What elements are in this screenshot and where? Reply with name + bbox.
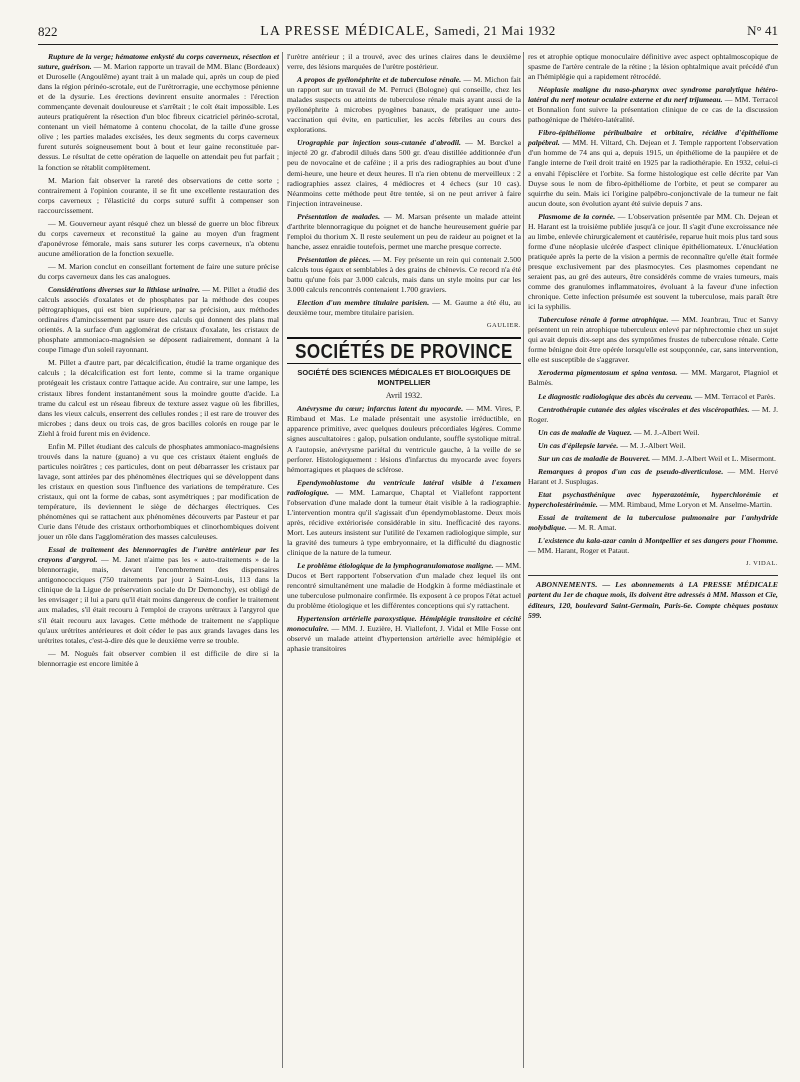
article-heading: Présentation de malades. xyxy=(297,211,381,221)
article-body: res et atrophie optique monoculaire définitive avec aspect ophtalmoscopique de spasme de l'artère centrale de la rétine ; la lésion ophtalmique avait précédé d'un an l'hémiplégie qui a rapidement rétrocédé. xyxy=(528,52,778,82)
session-date: Avril 1932. xyxy=(385,391,423,401)
signature-gaulier: GAULIER. xyxy=(486,322,521,330)
article-body: — M. Marion conclut en conseillant fortement de faire une suture précise du corps caverneux dans les cas analogues. xyxy=(38,261,279,281)
article-heading: Centrothérapie cutanée des algies viscérales et des viscéropathies. xyxy=(538,404,750,414)
article-body: — M. Noguès fait observer combien il est difficile de dire si la blennorragie est encore limitée à xyxy=(38,648,279,668)
article-heading: Rupture de la verge; hématome enkysté du corps caverneux, résection et suture, guérison. xyxy=(38,52,279,72)
article-heading: Anévrysme du cœur; infarctus latent du myocarde. xyxy=(297,404,464,414)
article-paragraph xyxy=(38,52,279,173)
article-body: l'urètre antérieur ; il a trouvé, avec des urines claires dans le deuxième verre, des lésions marquées de l'urètre postérieur. xyxy=(287,52,521,72)
article-paragraph xyxy=(528,392,778,402)
article-heading: Sur un cas de maladie de Bouveret. xyxy=(538,453,651,463)
article-heading: Le diagnostic radiologique des abcès du cerveau. xyxy=(538,391,693,401)
article-heading: Un cas de maladie de Vaquez. xyxy=(538,427,632,437)
article-paragraph xyxy=(287,404,521,474)
article-paragraph xyxy=(287,614,521,654)
column-rule xyxy=(282,52,283,1068)
article-body: — M. Janet n'aime pas les « auto-traitements » de la blennorragie, mais, devant l'encombrement des dispensaires antigonococciques (750 traitements par jour à Saint-Louis, 113 dans la clinique de la Ligue de préservation sociale du Dr Demonchy), est obligé de les envisager ; il lui a paru qu'il était moins dangereux de confier le traitement aux malades, s'il était recouru à l'emploi de crayons urétraux à l'argyrol que s'il était recouru aux lavages. Cette méthode de traitement ne s'applique qu'aux urétrites antérieures et doit céder le pas aux grands lavages dans les urétrites totales, c'est-à-dire dès que le deuxième verre se trouble. xyxy=(38,555,280,645)
article-heading: Le problème étiologique de la lymphogranulomatose maligne. xyxy=(297,561,494,571)
article-body: M. Marion fait observer la rareté des observations de cette sorte ; contrairement à l'opinion courante, il se fit une excellente restauration des corps caverneux ; l'élasticité du corps suturé suffit à compenser son raccourcissement. xyxy=(38,175,279,215)
text-paragraph xyxy=(38,649,279,669)
text-paragraph xyxy=(38,358,279,438)
text-paragraph xyxy=(38,219,279,259)
article-body: — M. Marion rapporte un travail de MM. Blanc (Bordeaux) et Duroselle (Angoulême) ayant trait à un malade qui, après un coup de pied dans la région périnéo-scrotale, eut de l'urétrorragie, une ecchymose pénienne et de la dysurie. Les érections devinrent ensuite anormales : l'érection commençante devenait douloureuse et s'arrêtait ; le coït était impossible. Les auteurs pratiquèrent la résection d'un bloc fibreux cicatriciel périnéo-scrotal, contenant un vieil hématome à contenu chocolat, de la taille d'une grosse olive ; les parties malades excisées, les deux segments du corps caverneux furent suturés soigneusement bout à bout et leur gaine reconstituée par-dessus. Le résultat de cette opération de laquelle on attendait peu fut parfait ; la fonction se rétablit complètement. xyxy=(38,62,279,172)
article-heading: Urographie par injection sous-cutanée d'abrodil. xyxy=(297,138,461,148)
article-body: — MM. Ducos et Bert rapportent l'observation d'un malade chez lequel ils ont rencontré simultanément une maladie de Hodgkin à forme médiastinale et une tuberculose pulmonaire confirmée. Ils exposent à ce propos l'état actuel du problème étiologique et les différentes conceptions qui s'y rattachent. xyxy=(287,561,521,611)
issue-number: N° 41 xyxy=(747,23,778,38)
column-3 xyxy=(528,52,778,621)
article-heading: Tuberculose rénale à forme atrophique. xyxy=(538,315,669,325)
article-heading: Hypertension artérielle paroxystique. Hémiplégie transitoire et cécité monoculaire. xyxy=(287,614,521,634)
article-body: — M. Gouverneur ayant résqué chez un blessé de guerre un bloc fibreux du corps caverneux et reconstitué la gaine au moyen d'un fragment d'aponévrose fémorale, mais sans suturer les corps caverneux, n'a obtenu aucune amélioration de la fonction sexuelle. xyxy=(38,218,279,258)
article-paragraph xyxy=(528,428,778,438)
article-heading: Plasmome de la cornée. xyxy=(538,211,616,221)
article-heading: Election d'un membre titulaire parisien. xyxy=(297,298,430,308)
article-body: — M. J.-Albert Weil. xyxy=(618,440,686,450)
article-body: — M. J. Roger. xyxy=(528,404,779,424)
article-heading: Xeroderma pigmentosum et spina ventosa. xyxy=(538,368,678,378)
issue-date: Samedi, 21 Mai 1932 xyxy=(434,23,556,38)
article-paragraph xyxy=(528,128,778,208)
subscription-notice xyxy=(528,575,778,621)
subscription-text: ABONNEMENTS. — Les abonnements à LA PRESSE MÉDICALE partent du 1er de chaque mois, ils doivent être adressés à MM. Masson et Cie, éditeurs, 120, boulevard Saint-Germain, Paris-6e. Compte chèques postaux 599. xyxy=(528,580,778,620)
article-body: — M. R. Amat. xyxy=(566,523,617,533)
article-paragraph xyxy=(528,513,778,533)
article-heading: A propos de pyélonéphrite et de tuberculose rénale. xyxy=(297,75,462,85)
article-paragraph xyxy=(287,138,521,208)
article-body: — MM. Hervé Harant et J. Susplugas. xyxy=(528,466,779,486)
article-body: — M. Fey présente un rein qui contenait 2.500 calculs tous égaux et semblables à des grains de chènevis. Ce record n'a été battu qu'une fois par 3.000 calculs, mais dans un style moins pur car les 3.000 calculs rencontrés contenaient 1.700 graviers. xyxy=(287,254,521,295)
article-heading: Considérations diverses sur la lithiase urinaire. xyxy=(48,285,200,295)
article-paragraph xyxy=(528,441,778,451)
column-1 xyxy=(38,52,279,672)
section-title: SOCIÉTÉS DE PROVINCE xyxy=(295,340,513,364)
article-body: — M. Michon fait un rapport sur un travail de M. Perruci (Bologne) qui conseille, chez les malades suspects ou atteints de tuberculose rénale mais ayant aussi de la pyélonéphrite à microbes pyogènes banaux, de pratiquer une auto-vaccination qui évite, en particulier, les accès fébriles au cours des explorations. xyxy=(287,75,521,135)
page-header xyxy=(38,22,778,45)
article-heading: Etat psychasthénique avec hyperazotémie, hyperchlorémie et hypercholestérinémie. xyxy=(528,489,778,509)
article-body: — M. J.-Albert Weil. xyxy=(631,427,700,437)
article-body: — MM. J.-Albert Weil et L. Misermont. xyxy=(650,453,776,463)
society-name: SOCIÉTÉ DES SCIENCES MÉDICALES ET BIOLOGIQUES DE MONTPELLIER xyxy=(297,368,511,388)
article-paragraph xyxy=(287,561,521,611)
text-paragraph xyxy=(528,52,778,82)
article-body: — L'observation présentée par MM. Ch. Dejean et H. Harant est la troisième publiée jusqu'à ce jour. Il s'agit d'une excroissance née au limbe, enlevée chirurgicalement et cautérisée, reparue huit mois plus tard sous forme d'une néoplasie ulcérée d'aspect clinique épithéliomateux. L'énucléation pratiquée après la perte de la vision a permis de reconnaître qu'elle était formée presque exclusivement par des plasmocytes. Ces plasmomes cependant ne seraient pas, au gré des auteurs, être considérés comme de vraies tumeurs, mais comme des granulomes inflammatoires, évoluant à la faveur d'une infection chronique. Cette infection présumée est souvent la tuberculose, mais paraît être ici la syphilis. xyxy=(528,211,779,312)
article-heading: Remarques à propos d'un cas de pseudo-diverticulose. xyxy=(538,466,724,476)
article-paragraph xyxy=(287,478,521,558)
article-body: — M. Bœckel a injecté 20 gr. d'abrodil dilués dans 500 gr. d'eau distillée additionnée d'un peu de novocaïne et de caféine ; il a pris des radiographies au bout d'une demi-heure, une heure et deux heures. Il n'a rien obtenu de merveilleux : 2 radiographies assez claires, 4 médiocres et 4 échecs (sur 10 cas). Néanmoins cette méthode peut être tentée, si on ne peut arriver à faire l'injection intraveineuse. xyxy=(287,138,521,208)
text-paragraph xyxy=(287,52,521,72)
article-heading: Néoplasie maligne du naso-pharynx avec syndrome paralytique hétéro-latéral du nerf moteur oculaire externe et du nerf trijumeau. xyxy=(528,85,778,105)
article-body: M. Pillet a d'autre part, par décalcification, étudié la trame organique des calculs ; la décalcification est fort lente, comme si la trame organique protégeait les cristaux contre l'attaque acide. Au contraire, sur une lampe, les cristaux libres fondent instantanément sous la moindre goutte d'acide. La trame du calcul est un réseau fibreux de texture assez vague où les fibrilles, dans les vieux calculs, enserrent des cellules rondes ; il est rare de trouver des microbes ; dans deux ou trois cas, de gros bacilles colorés en rouge par le Ziehl à froid furent mis en évidence. xyxy=(38,358,279,438)
article-body: — M. Gaume a été élu, au deuxième tour, membre titulaire parisien. xyxy=(287,298,521,318)
article-paragraph xyxy=(528,467,778,487)
column-2 xyxy=(287,52,521,657)
article-paragraph xyxy=(287,255,521,295)
article-paragraph xyxy=(38,285,279,355)
text-paragraph xyxy=(38,176,279,216)
journal-name: LA PRESSE MÉDICALE, xyxy=(260,24,430,39)
article-paragraph xyxy=(287,212,521,252)
article-body: — MM. J. Euzière, H. Viallefont, J. Vidal et Mlle Fosse ont observé un malade atteint d'hypertension artérielle avec hémiplégie et aphasie transitoires xyxy=(287,624,521,654)
article-body: — MM. H. Viltard, Ch. Dejean et J. Temple rapportent l'observation d'un homme de 74 ans qui a, depuis 1915, un épithéliome de la paupière et de l'angle interne de l'œil droit traité en 1925 par la radiothérapie. En 1932, celui-ci a envahi l'épisclère et l'orbite. Sa forme histologique est celle décrite par Van Duyse sous le nom de fibro-épithéliome de l'orbite, et peut se comparer au squirrhe du sein. Mais ici l'origine palpébro-conjonctivale de la tumeur ne fait aucun doute, son évolution ayant été suivie depuis 7 ans. xyxy=(528,138,778,208)
article-paragraph xyxy=(528,490,778,510)
page-number: 822 xyxy=(38,24,58,39)
article-paragraph xyxy=(38,545,279,645)
article-paragraph xyxy=(528,368,778,388)
article-paragraph xyxy=(528,536,778,556)
column-2-top xyxy=(287,52,521,318)
article-heading: Présentation de pièces. xyxy=(297,254,371,264)
signature-vidal: J. VIDAL. xyxy=(745,560,778,568)
article-body: — MM. Harant, Roger et Pataut. xyxy=(528,546,630,556)
article-body: — MM. Terracol et Bonnalion font suivre la présentation clinique de ce cas de la discussion pathogénique de l'hétéro-latéralité. xyxy=(528,95,778,125)
text-paragraph xyxy=(38,442,279,542)
column-3-content xyxy=(528,52,778,556)
article-paragraph xyxy=(528,315,778,365)
article-paragraph xyxy=(287,298,521,318)
article-paragraph xyxy=(528,454,778,464)
article-heading: Fibro-épithéliome péribulbaire et orbitaire, récidive d'épithéliome palpébral. xyxy=(528,128,778,148)
article-body: — MM. Margarot, Plagniol et Balmès. xyxy=(528,368,778,388)
article-heading: Un cas d'épilepsie larvée. xyxy=(538,440,619,450)
article-body: — MM. Vires, P. Rimbaud et Mas. Le malade présentait une asystolie irréductible, en apparence primitive, avec quelques douleurs précordiales légères. Comme signes auscultatoires : galop, pulsation ondulante, souffle systolique mitral. A l'autopsie, anévrysme pariétal du ventricule gauche, à la veille de se perforer. Histologiquement : lésions d'infarctus du myocarde avec foyers hémorragiques et plaques de sclérose. xyxy=(287,404,521,474)
article-body: — MM. Jeanbrau, Truc et Sanvy présentent un rein atrophique tuberculeux enlevé par néphrectomie chez un sujet qui avait depuis dix-sept ans des symptômes frustes de tuberculose rénale. Cette forme bénigne doit être opérée lorsqu'elle est soupçonnée, car, sans intervention, elle est susceptible de s'aggraver. xyxy=(528,315,779,365)
article-heading: Essai de traitement des blennorragies de l'urètre antérieur par les crayons d'argyrol. xyxy=(38,545,279,565)
column-rule xyxy=(523,52,524,1068)
article-body: — MM. Rimbaud, Mme Loryon et M. Anselme-Martin. xyxy=(597,499,773,509)
journal-title xyxy=(38,23,778,40)
column-2-bottom xyxy=(287,404,521,654)
article-heading: Ependymoblastome du ventricule latéral visible à l'examen radiologique. xyxy=(287,477,521,497)
article-paragraph xyxy=(287,75,521,135)
article-paragraph xyxy=(528,85,778,125)
article-paragraph xyxy=(528,212,778,312)
article-body: Enfin M. Pillet étudiant des calculs de phosphates ammoniaco-magnésiens trouvés dans la nature (guano) a vu que ces cristaux étaient englués de particules noirâtres ; ces particules, dont on peut débarrasser les cristaux par lavage, sont attirées par des phénomènes électriques qui se développent dans les cristaux en question sous l'influence des variations de température. Ces cristaux, qui ont la forme de cabas, sont asymétriques ; par modification de température, ils deviennent le siège de décharges électriques. Ces phénomènes qui se rattachent aux phénomènes découverts par Pasteur et par Curie dans l'étude des cristaux orthorhombiques et clinorhombiques doivent jouer un rôle dans l'agglomération des masses calculeuses. xyxy=(38,441,279,542)
article-heading: Essai de traitement de la tuberculose pulmonaire par l'anhydride molybdique. xyxy=(528,512,778,533)
article-body: — M. Pillet a étudié des calculs associés d'oxalates et de phosphates par la méthode des coupes pétrographiques, qui est bien supérieure, par sa précision, aux méthodes ordinaires d'amincissement par usure des calculs qui donnent des plans mal orientés. A la surface d'un agglomérat de cristaux d'oxalate, les cristaux de phosphate ammoniaco-magnésien se déposent radiairement, donnant à la coupe l'image d'un soleil rayonnant. xyxy=(38,285,280,355)
article-body: — MM. Lamarque, Chaptal et Viallefont rapportent l'observation d'une malade dont la tumeur était visible à la radiographie. L'intervention montra qu'il s'agissait d'un épendymoblastome. Deux mois après, récidive extériorisée considérable in situ. Inefficacité des rayons. Mort. Les auteurs insistent sur l'utilité de l'examen radiologique simple, sur la gravité des tumeurs à type embryonnaire, et la difficulté du diagnostic clinique de la nature de la tumeur. xyxy=(287,487,521,557)
text-paragraph xyxy=(38,262,279,282)
article-body: — MM. Terracol et Parès. xyxy=(692,391,776,401)
article-paragraph xyxy=(528,405,778,425)
section-banner xyxy=(287,337,521,364)
article-body: — M. Marsan présente un malade atteint d'arthrite blennorragique du poignet et de hanche heureusement guérie par l'emploi du thorium X. Il reste seulement un peu de raideur au poignet et la hanche, assez enraidie toutefois, permet une marche presque correcte. xyxy=(287,211,521,251)
article-heading: L'existence du kala-azar canin à Montpellier et ses dangers pour l'homme. xyxy=(538,536,778,546)
